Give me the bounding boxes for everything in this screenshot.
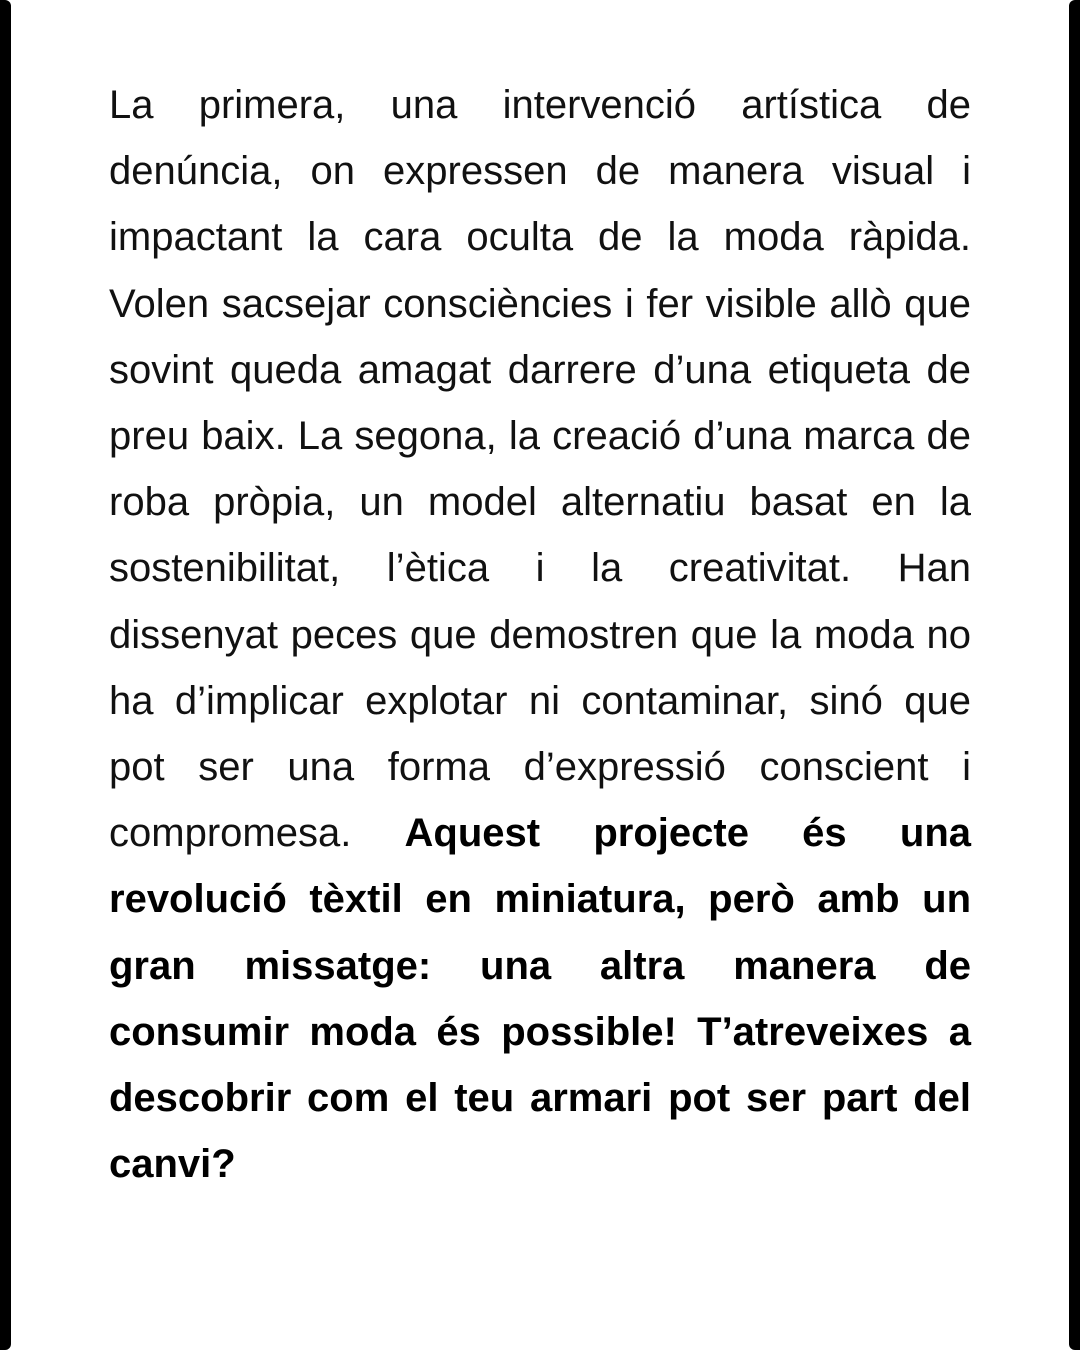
left-edge-bar bbox=[0, 0, 11, 1350]
right-edge-bar bbox=[1069, 0, 1080, 1350]
paragraph-bold-text: Aquest projecte és una revolució tèxtil en miniatura, però amb un gran missatge: una altra manera de consumir moda és possible! T’atreveixes a descobrir com el teu armari pot ser part del canvi? bbox=[109, 811, 971, 1187]
body-paragraph bbox=[109, 72, 971, 1197]
paragraph-normal-text: La primera, una intervenció artística de denúncia, on expressen de manera visual i impactant la cara oculta de la moda ràpida. Volen sacsejar consciències i fer visible allò que sovint queda amagat darrere d’una etiqueta de preu baix. La segona, la creació d’una marca de roba pròpia, un model alternatiu basat en la sostenibilitat, l’ètica i la creativitat. Han dissenyat peces que demostren que la moda no ha d’implicar explotar ni contaminar, sinó que pot ser una forma d’expressió conscient i compromesa. bbox=[109, 83, 971, 856]
